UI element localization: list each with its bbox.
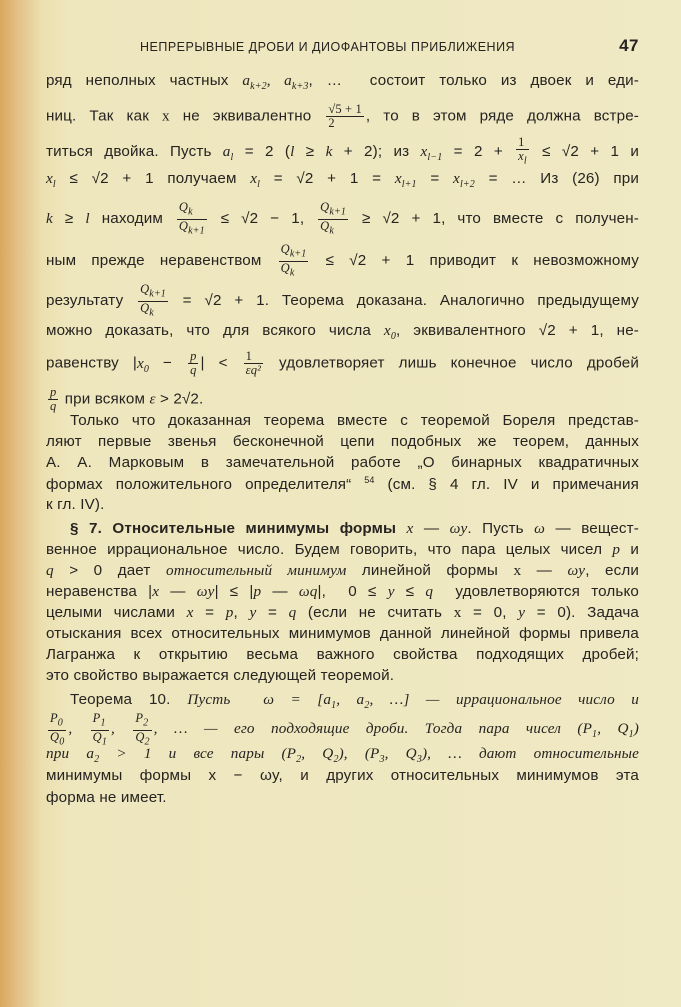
text-line: титься двойка. Пусть $a_l = 2$ (l ≥ k + 2); из $x_{l-1} = 2$ + $\frac{1}{x_l}$ ≤ √2 + 1 и — [46, 135, 639, 167]
text-line: ряд неполных частных $a_{k+2}$, $a_{k+3}$, … состоит только из двоек и еди- — [46, 72, 639, 93]
page-number: 47 — [619, 36, 639, 55]
theorem-line: при $a_2 > 1$ и все пары ($P_2$, $Q_2$), ($P_3$, $Q_3$), … дают относительные — [46, 745, 640, 766]
text-line: целыми числами x = p, y = q (если не считать x = 0, y = 0). Задача — [46, 604, 640, 621]
text-line: ниц. Так как x не эквивалентно $\frac{√5 + 1}{2}$ , то в этом ряде должна встре- — [46, 102, 640, 130]
text-line: формах положительного определителя“ $^{54}$ (см. § 4 гл. IV и примечания — [46, 475, 639, 494]
text-line: ляют первые звенья бесконечной цепи подобных же теорем, данных — [46, 433, 639, 450]
theorem-line: форма не имеет. — [46, 789, 167, 806]
text-line: к гл. IV). — [46, 496, 105, 513]
text-line: равенству $|x_0$ − $\frac{p}{q}$ | < $\frac{1}{\text{εq²}}$ удовлетворяет лишь конечное число дробей — [46, 349, 639, 377]
text-line: венное иррациональное число. Будем говорить, что пара целых чисел p и — [46, 541, 639, 558]
theorem-line: $\frac{P_0}{Q_0}$ , $\frac{P_1}{Q_1}$ , $\frac{P_2}{Q_2}$ , … — его подходящие дроби. Тогда пара чисел ($P_1$, $Q_1$) — [50, 711, 639, 747]
theorem-line: минимумы формы x − ωy, и других относительных минимумов эта — [46, 767, 639, 784]
text-line: q > 0 дает относительный минимум линейной формы x — ωy, если — [46, 562, 640, 579]
running-header — [140, 38, 639, 58]
text-line: $\frac{p}{q}$ при всяком ε > 2√2. — [50, 385, 204, 413]
text-line: $x_l \le √2 + 1$ получаем $x_l = √2 + 1 = x_{l+1} = x_{l+2}$ = … Из (26) при — [46, 170, 639, 191]
text-line: неравенства |x — ωy| ≤ |p — ωq|, 0 ≤ y ≤ q удовлетворяются только — [46, 583, 640, 600]
text-line: k ≥ l находим $\frac{Q_k}{Q_{k+1}}$ ≤ √2 − 1, $\frac{Q_{k+1}}{Q_k}$ ≥ √2 + 1, что вместе с получен- — [46, 200, 640, 236]
theorem-line: Теорема 10. Пусть $\omega = [a_1$, $a_2$, …] — иррациональное число и — [70, 691, 640, 712]
text-line: это свойство выражается следующей теоремой. — [46, 667, 395, 684]
text-line: Только что доказанная теорема вместе с теоремой Бореля представ- — [70, 412, 639, 429]
running-title: НЕПРЕРЫВНЫЕ ДРОБИ И ДИОФАНТОВЫ ПРИБЛИЖЕНИЯ — [140, 40, 516, 54]
section-heading-line: § 7. Относительные минимумы формы x — ωy. Пусть ω — вещест- — [70, 520, 639, 537]
text-line: отыскания всех относительных минимумов данной линейной формы привела — [46, 625, 639, 642]
text-line: ным прежде неравенством $\frac{Q_{k+1}}{Q_k}$ ≤ √2 + 1 приводит к невозможному — [46, 242, 639, 278]
text-line: Лагранжа к открытию весьма важного свойства подходящих дробей; — [46, 646, 639, 663]
text-line: результату $\frac{Q_{k+1}}{Q_k}$ = √2 + 1. Теорема доказана. Аналогично предыдущему — [46, 282, 639, 318]
text-line: А. А. Марковым в замечательной работе „О бинарных квадратичных — [46, 454, 639, 471]
text-line: можно доказать, что для всякого числа $x_0$, эквивалентного √2 + 1, не- — [46, 322, 640, 343]
